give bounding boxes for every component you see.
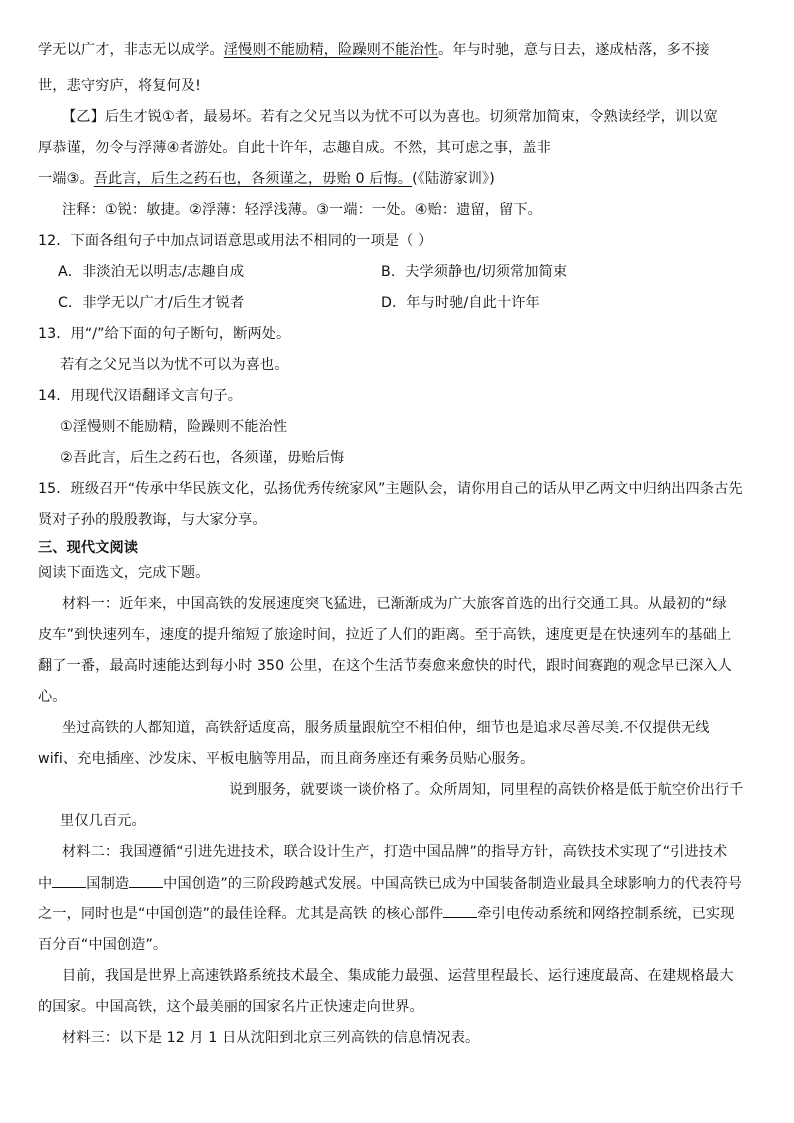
text-line [38, 40, 710, 60]
underlined-sentence: 淫慢则不能励精，险躁则不能治性 [223, 42, 439, 58]
source-citation: (《陆游家训》) [412, 171, 495, 187]
text-line: 【乙】后生才锐①者，最易坏。若有之父兄当以为忧不可以为喜也。切须常加简束，令熟读经学，训以宽 [62, 109, 718, 125]
question-14: 14．用现代汉语翻译文言句子。 [38, 388, 242, 404]
question-13: 13．用“/”给下面的句子断句，断两处。 [38, 326, 291, 342]
text-span: 中国创造”的三阶段跨越式发展。中国高铁已成为中国装备制造业最具全球影响力的代表符号 [163, 876, 743, 892]
q14-item-2: ②吾此言，后生之药石也，各须谨，毋贻后悔 [60, 450, 345, 466]
text-line: 厚恭谨，勿令与浮薄④者游处。自此十许年，志趣自成。不然，其可虑之事，盖非 [38, 140, 551, 156]
q12-option-d: D．年与时驰/自此十许年 [381, 295, 540, 311]
q12-option-a: A．非淡泊无以明志/志趣自成 [58, 264, 245, 280]
reading-instruction: 阅读下面选文，完成下题。 [38, 565, 210, 581]
text-line: 皮车”到快速列车，速度的提升缩短了旅途时间，拉近了人们的距离。至于高铁，速度更是在快速列车的基础上 [38, 627, 732, 643]
fill-blank [129, 873, 163, 888]
paragraph: 目前，我国是世界上高速铁路系统技术最全、集成能力最强、运营里程最长、运行速度最高、在建规格最大 [62, 968, 734, 984]
text-line [38, 904, 734, 924]
em-dash [443, 907, 477, 918]
text-line: 心。 [38, 689, 67, 705]
text-line [38, 873, 742, 894]
paragraph: 坐过高铁的人都知道，高铁舒适度高，服务质量跟航空不相伯仲，细节也是追求尽善尽美.不仅提供无线 [62, 720, 710, 736]
question-12: 12．下面各组句子中加点词语意思或用法不相同的一项是（ ） [38, 233, 433, 249]
paragraph: 说到服务，就要谈一谈价格了。众所周知，同里程的高铁价格是低于航空价出行千 [229, 782, 744, 798]
text-span: 。年与时驰，意与日去，遂成枯落，多不接 [438, 42, 710, 58]
text-line: 百分百“中国创造”。 [38, 937, 168, 953]
annotation-notes: 注释：①锐：敏捷。②浮薄：轻浮浅薄。③一端：一处。④贻：遗留，留下。 [62, 202, 542, 218]
q13-sentence: 若有之父兄当以为忧不可以为喜也。 [60, 357, 289, 373]
q12-option-c: C．非学无以广才/后生才锐者 [58, 295, 245, 311]
material-1: 材料一：近年来，中国高铁的发展速度突飞猛进，已渐渐成为广大旅客首选的出行交通工具。从最初的“绿 [62, 596, 727, 612]
question-15: 15．班级召开“传承中华民族文化，弘扬优秀传统家风”主题队会，请你用自己的话从甲乙两文中归纳出四条古先 [38, 481, 743, 497]
text-span: 一端③。 [38, 171, 94, 187]
text-line: 的国家。中国高铁，这个最美丽的国家名片正快速走向世界。 [38, 999, 424, 1015]
text-span: 学无以广才，非志无以成学。 [38, 42, 224, 58]
text-span: 之一，同时也是“中国创造”的最佳诠释。尤其是高铁 的核心部件 [38, 906, 444, 922]
q14-item-1: ①淫慢则不能励精，险躁则不能治性 [60, 419, 288, 435]
section-heading: 三、现代文阅读 [38, 540, 139, 556]
text-span: 中 [38, 876, 53, 892]
text-line: wifi、充电插座、沙发床、平板电脑等用品，而且商务座还有乘务员贴心服务。 [38, 751, 535, 767]
text-span: 国制造 [86, 876, 130, 892]
text-line: 翻了一番，最高时速能达到每小时 350 公里，在这个生活节奏愈来愈快的时代，跟时间赛跑的观念早已深入人 [38, 658, 732, 674]
q12-option-b: B．夫学须静也/切须常加简束 [381, 264, 568, 280]
fill-blank [52, 873, 86, 888]
text-line: 贤对子孙的殷殷教诲，与大家分享。 [38, 512, 267, 528]
text-line: 世，悲守穷庐，将复何及! [38, 78, 201, 94]
text-line: 里仅几百元。 [60, 813, 146, 829]
text-line [38, 169, 495, 189]
underlined-sentence: 吾此言，后生之药石也，各须谨之，毋贻 0 后悔。 [93, 171, 413, 187]
text-span: 牵引电传动系统和网络控制系统，已实现 [477, 906, 735, 922]
material-3: 材料三：以下是 12 月 1 日从沈阳到北京三列高铁的信息情况表。 [62, 1030, 480, 1046]
material-2: 材料二：我国遵循“引进先进技术，联合设计生产，打造中国品牌”的指导方针，高铁技术实现了“引进技术 [62, 844, 728, 860]
